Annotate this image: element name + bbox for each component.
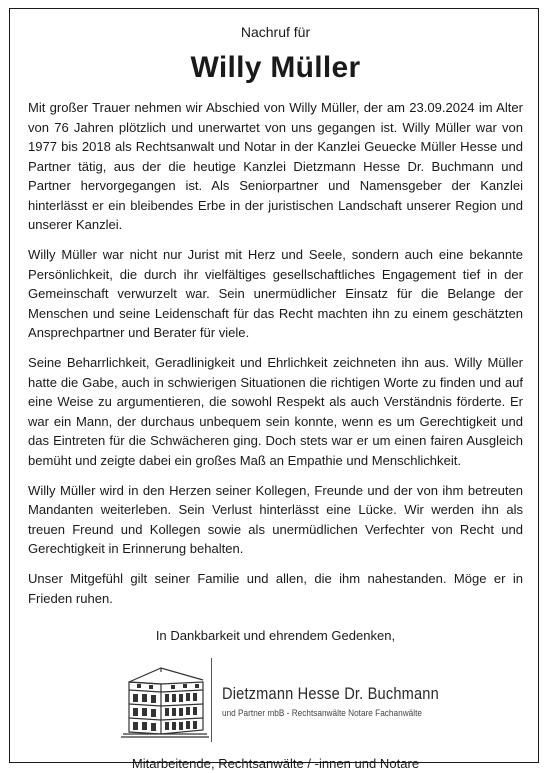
paragraph-1: Mit großer Trauer nehmen wir Abschied von Willy Müller, der am 23.09.2024 im Alter von 76 Jahren plötzlich und unerwartet von uns gegangen ist. Willy Müller war von 1977 bis 2018 als Rechtsanwalt und Notar in der Kanzlei Geuecke Müller Hesse und Partner tätig, aus der die heutige Kanzlei Dietzmann Hesse Dr. Buchmann und Partner hervorgegangen ist. Als Seniorpartner und Namensgeber der Kanzlei hinterlässt er ein bleibendes Erbe in der juristischen Landschaft unserer Region und unserer Kanzlei.: [28, 100, 523, 232]
logo-divider: [211, 658, 212, 742]
paragraph-5: Unser Mitgefühl gilt seiner Familie und allen, die ihm nahestanden. Möge er in Frieden ruhen.: [28, 571, 523, 606]
closing-line: In Dankbarkeit und ehrendem Gedenken,: [155, 628, 396, 643]
building-icon: [121, 660, 209, 742]
firm-subtitle: und Partner mbB - Rechtsanwälte Notare Fachanwälte: [222, 707, 422, 719]
obituary-content: [28, 22, 523, 773]
deceased-name: Willy Müller: [190, 51, 361, 84]
signature-line: Mitarbeitende, Rechtsanwälte / -innen und Notare: [131, 755, 420, 771]
paragraph-4: Willy Müller wird in den Herzen seiner Kollegen, Freunde und der von ihm betreuten Mandanten weiterleben. Sein Verlust hinterlässt eine Lücke. Wir werden ihn als treuen Freund und Kollegen sowie als unermüdlichen Verfechter von Recht und Gerechtigkeit in Erinnerung behalten.: [28, 482, 523, 556]
obituary-kicker: Nachruf für: [240, 24, 311, 40]
paragraph-3: Seine Beharrlichkeit, Geradlinigkeit und Ehrlichkeit zeichneten ihn aus. Willy Müller hatte die Gabe, auch in schwierigen Situationen die richtigen Worte zu finden und auf eine Weise zu argumentieren, die sowohl Respekt als auch Verständnis förderte. Er war ein Mann, der durchaus unbequem sein konnte, wenn es um Gerechtigkeit und das Eintreten für die Schwächeren ging. Doch stets war er um einen fairen Ausgleich bemüht und zeigte dabei ein großes Maß an Empathie und Menschlichkeit.: [28, 355, 523, 468]
firm-name: Dietzmann Hesse Dr. Buchmann: [222, 683, 439, 703]
firm-logo: [28, 656, 523, 744]
paragraph-2: Willy Müller war nicht nur Jurist mit Herz und Seele, sondern auch eine bekannte Persönlichkeit, die durch ihr vielfältiges gesellschaftliches Engagement tief in der Gemeinschaft verwurzelt war. Sein unermüdlicher Einsatz für die Belange der Menschen und seine Leidenschaft für das Recht machten ihn zu einem geschätzten Ansprechpartner und Berater für viele.: [28, 247, 523, 340]
